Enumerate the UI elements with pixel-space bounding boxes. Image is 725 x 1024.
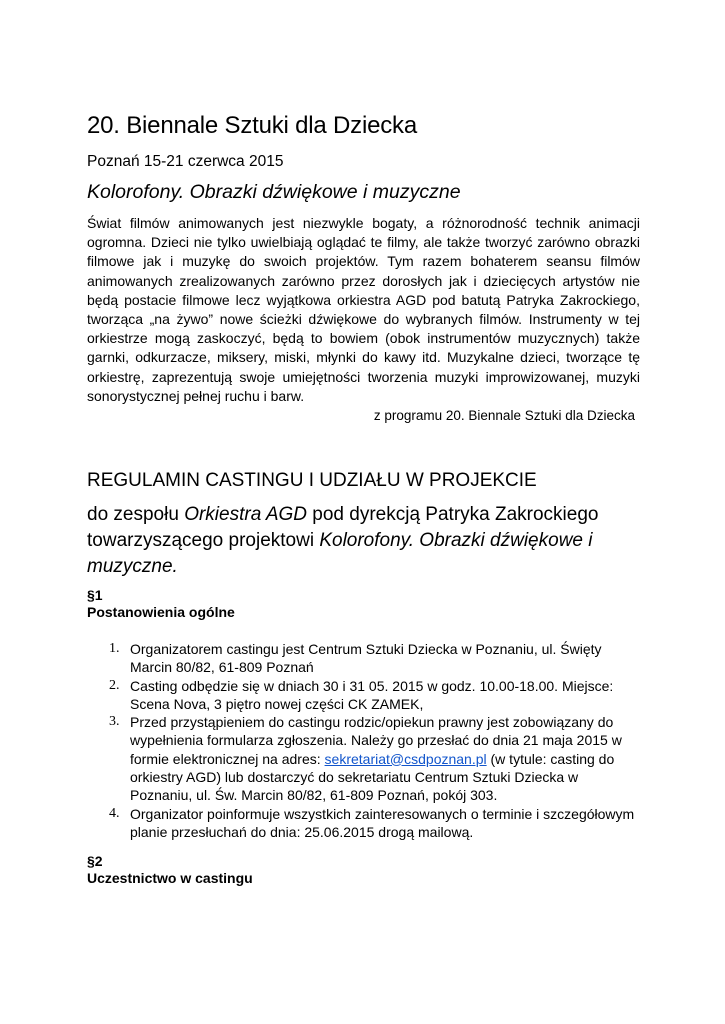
list-item-number: 4. xyxy=(109,805,120,821)
event-date: Poznań 15-21 czerwca 2015 xyxy=(87,153,284,170)
regulations-subtitle-part2: pod dyrekcją Patryka Zakrockiego towarzyszącego projektowi xyxy=(87,504,599,551)
list-item-text-before: Przed przystąpieniem do castingu rodzic/opiekun prawny jest zobowiązany do wypełnienia formularza zgłoszenia. Należy go przesłać do dnia 21 maja 2015 w formie elektronicznej na adres: xyxy=(130,714,622,767)
regulations-subtitle xyxy=(87,502,647,580)
section-1-heading xyxy=(87,587,235,621)
list-item xyxy=(87,713,640,804)
orchestra-name: Orkiestra AGD xyxy=(184,504,308,525)
section-1-number: §1 xyxy=(87,587,103,603)
section-2-number: §2 xyxy=(87,853,103,869)
section-2-title: Uczestnictwo w castingu xyxy=(87,870,253,886)
list-item-text-after: (w tytule: casting do orkiestry AGD) lub dostarczyć do sekretariatu Centrum Sztuki Dziecka w Poznaniu, ul. Św. Marcin 80/82, 61-809 Poznań, pokój 303. xyxy=(130,750,615,804)
list-item-text: Organizator poinformuje wszystkich zainteresowanych o terminie i szczegółowym planie przesłuchań do dnia: 25.06.2015 drogą mailową. xyxy=(130,805,635,840)
list-item-number: 3. xyxy=(109,714,120,730)
list-item-number: 1. xyxy=(109,641,120,656)
list-item-number: 2. xyxy=(109,677,120,693)
section-2-heading xyxy=(87,853,253,887)
section-1-title: Postanowienia ogólne xyxy=(87,604,235,620)
list-item-text: Organizatorem castingu jest Centrum Sztuki Dziecka w Poznaniu, ul. Święty Marcin 80/82, 61-809 Poznań xyxy=(130,641,602,676)
intro-source: z programu 20. Biennale Sztuki dla Dziecka xyxy=(373,408,635,423)
general-provisions-list xyxy=(87,640,640,841)
regulations-title: REGULAMIN CASTINGU I UDZIAŁU W PROJEKCIE xyxy=(87,470,537,491)
list-item xyxy=(87,805,640,842)
intro-paragraph: Świat filmów animowanych jest niezwykle bogaty, a różnorodność technik animacji ogromna. Dzieci nie tylko uwielbiają oglądać te filmy, ale także tworzyć zarówno obrazki filmowe jak i muzykę do swoich projektów. Tym razem bohaterem seansu filmów animowanych zrealizowanych zarówno przez dorosłych jak i dziecięcych artystów nie będą postacie filmowe lecz wyjątkowa orkiestra AGD pod batutą Patryka Zakrockiego, tworząca „na żywo” nowe ścieżki dźwiękowe do wybranych filmów. Instrumenty w tej orkiestrze mogą zaskoczyć, będą to bowiem (obok instrumentów muzycznych) także garnki, odkurzacze, miksery, miski, młynki do kawy itd. Muzykalne dzieci, tworzące tę orkiestrę, zaprezentują swoje umiejętności tworzenia muzyki improwizowanej, muzyki sonorystycznej pełnej ruchu i barw. xyxy=(87,215,640,404)
page-title: 20. Biennale Sztuki dla Dziecka xyxy=(87,112,417,139)
list-item-text: Casting odbędzie się w dniach 30 i 31 05. 2015 w godz. 10.00-18.00. Miejsce: Scena Nova, 3 piętro nowej części CK ZAMEK, xyxy=(130,677,614,712)
list-item xyxy=(87,677,640,714)
list-item xyxy=(87,640,640,677)
regulations-subtitle-part1: do zespołu xyxy=(87,504,185,525)
project-name: Kolorofony. Obrazki dźwiękowe i muzyczne. xyxy=(87,530,593,577)
project-subtitle: Kolorofony. Obrazki dźwiękowe i muzyczne xyxy=(87,181,461,203)
email-link[interactable]: sekretariat@csdpoznan.pl xyxy=(324,750,487,767)
